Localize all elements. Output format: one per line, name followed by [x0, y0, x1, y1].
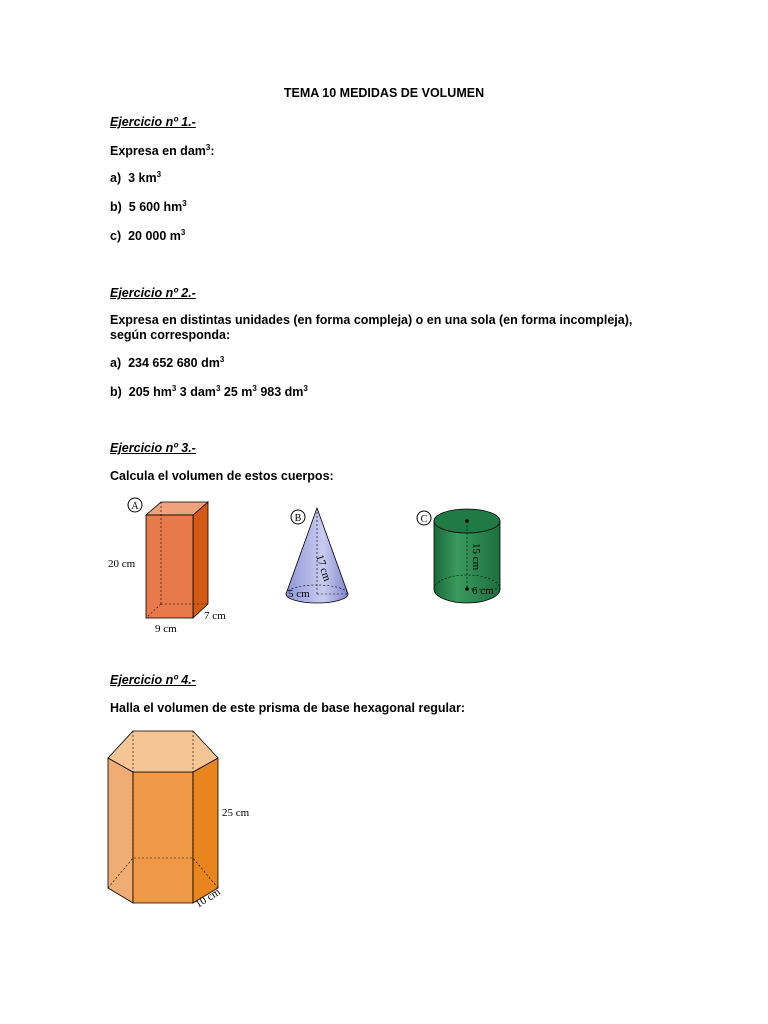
exercise-2-prompt: Expresa en distintas unidades (en forma compleja) o en una sola (en forma incompleja), según corresponda:	[110, 313, 633, 342]
exercise-2-item-a: a) 234 652 680 $dm^3$	[110, 354, 225, 370]
exercise-2-heading: Ejercicio nº 2.-	[110, 286, 196, 300]
exercise-1-heading: Ejercicio nº 1.-	[110, 115, 196, 129]
figure-b-letter: B	[294, 513, 302, 524]
exercise-1-item-a: a) 3 $km^3$	[110, 169, 162, 185]
figure-c-cylinder	[412, 505, 508, 613]
figure-b-radius-label: 5 cm	[288, 588, 310, 600]
page-title: TEMA 10 MEDIDAS DE VOLUMEN	[283, 86, 485, 100]
figure-a-width-label: 9 cm	[155, 623, 177, 635]
figure-a-letter: A	[131, 501, 139, 512]
figure-a-prism	[100, 492, 240, 637]
exercise-3-heading: Ejercicio nº 3.-	[110, 441, 196, 455]
figure-a-depth-label: 7 cm	[204, 610, 226, 622]
exercise-3-prompt: Calcula el volumen de estos cuerpos:	[110, 469, 334, 483]
exercise-1-prompt: Expresa en dam$^3$:	[110, 142, 215, 158]
exercise-2-item-b: b) 205 $hm^3$ 3 dam$^3$ 25 $m^3$ 983 $dm^3$	[110, 383, 308, 399]
figure-c-radius-label: 6 cm	[472, 585, 494, 597]
figure-c-letter: C	[420, 514, 428, 525]
figure-a-height-label: 20 cm	[108, 558, 136, 570]
figure-b-slant-label: 17 cm	[313, 553, 333, 583]
figure-c-height-label: 15 cm	[470, 543, 482, 571]
exercise-4-heading: Ejercicio nº 4.-	[110, 673, 196, 687]
figure-hexagonal-side-label: 10 cm	[193, 885, 223, 911]
figure-b-cone	[280, 504, 350, 610]
exercise-1-item-c: c) 20 000 $m^3$	[110, 227, 186, 243]
exercise-1-item-b: b) 5 600 $hm^3$	[110, 198, 187, 214]
exercise-4-prompt: Halla el volumen de este prisma de base hexagonal regular:	[110, 701, 465, 715]
figure-hexagonal-prism	[100, 722, 265, 912]
figure-hexagonal-height-label: 25 cm	[222, 807, 250, 819]
